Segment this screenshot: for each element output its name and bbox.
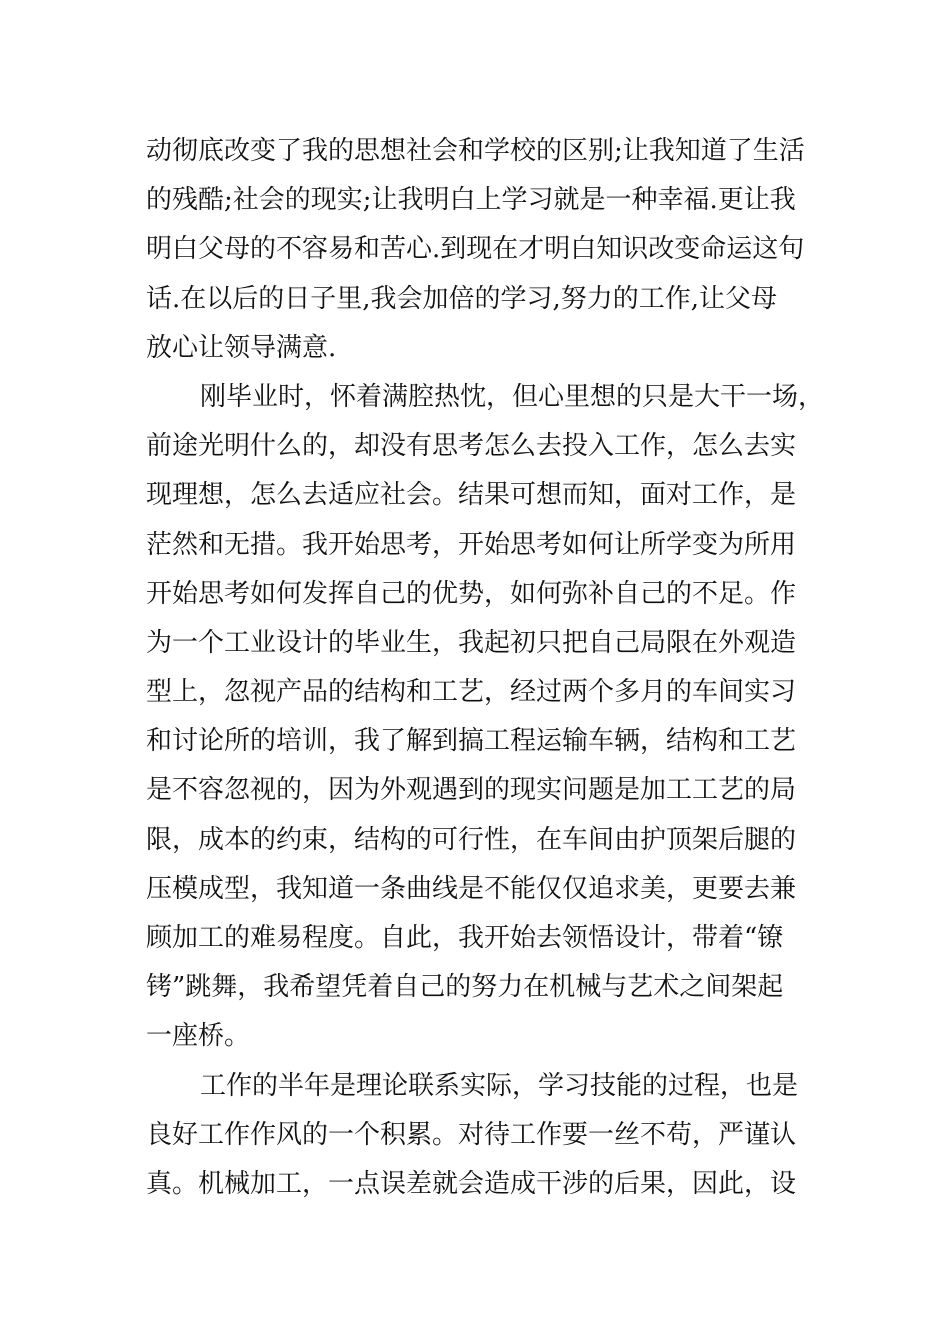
text-line: 顾加工的难易程度。自此，我开始去领悟设计，带着“镣 <box>146 923 784 953</box>
document-body <box>146 127 825 1209</box>
text-line: 开始思考如何发挥自己的优势，如何弥补自己的不足。作 <box>146 578 797 609</box>
text-line: 刚毕业时，怀着满腔热忱，但心里想的只是大干一场， <box>200 381 825 412</box>
text-line: 限，成本的约束，结构的可行性，在车间由护顶架后腿的 <box>146 824 797 855</box>
text-line: 压模成型，我知道一条曲线是不能仅仅追求美，更要去兼 <box>146 873 797 904</box>
text-line: 型上，忽视产品的结构和工艺，经过两个多月的车间实习 <box>146 677 797 708</box>
paragraph-3 <box>146 1062 811 1210</box>
text-line: 工作的半年是理论联系实际，学习技能的过程，也是 <box>200 1070 799 1101</box>
text-line: 为一个工业设计的毕业生，我起初只把自己局限在外观造 <box>146 627 797 658</box>
paragraph-1 <box>146 127 811 373</box>
text-line: 铐”跳舞，我希望凭着自己的努力在机械与艺术之间架起 <box>146 972 784 1003</box>
text-line: 现理想，怎么去适应社会。结果可想而知，面对工作，是 <box>146 480 797 511</box>
text-line: 良好工作作风的一个积累。对待工作要一丝不苟，严谨认 <box>146 1119 797 1150</box>
text-line: 茫然和无措。我开始思考，开始思考如何让所学变为所用 <box>146 529 797 560</box>
text-line: 和讨论所的培训，我了解到搞工程运输车辆，结构和工艺 <box>146 726 797 757</box>
text-line: 明白父母的不容易和苦心.到现在才明白知识改变命运这句 <box>146 234 805 265</box>
paragraph-2 <box>146 373 825 1062</box>
text-line: 前途光明什么的，却没有思考怎么去投入工作，怎么去实 <box>146 431 797 462</box>
text-line: 是不容忽视的，因为外观遇到的现实问题是加工工艺的局 <box>146 775 797 806</box>
text-line: 放心让领导满意. <box>146 332 337 363</box>
text-line: 话.在以后的日子里,我会加倍的学习,努力的工作,让父母 <box>146 283 778 314</box>
text-line: 的残酷;社会的现实;让我明白上学习就是一种幸福.更让我 <box>146 185 796 216</box>
text-line: 真。机械加工，一点误差就会造成干涉的后果，因此，设 <box>146 1168 797 1199</box>
text-line: 动彻底改变了我的思想社会和学校的区别;让我知道了生活 <box>146 136 805 166</box>
text-line: 一座桥。 <box>146 1021 251 1052</box>
